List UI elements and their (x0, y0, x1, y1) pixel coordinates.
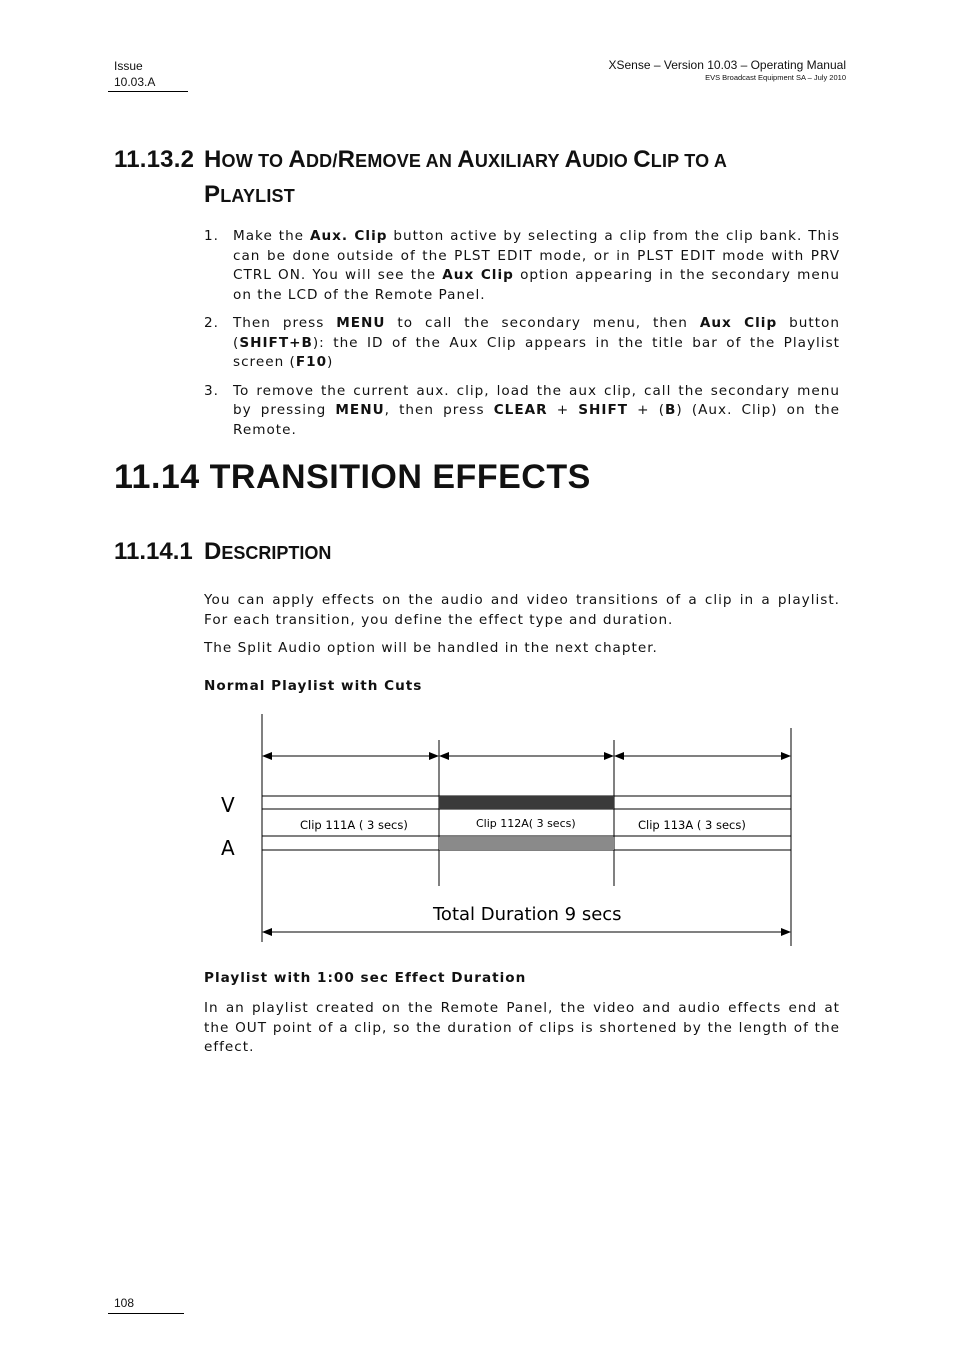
step-text: ): the ID of the Aux Clip appears in the title bar of the Playlist screen ( (233, 334, 840, 370)
heading-part: OW TO (221, 151, 289, 171)
step-text: ) (327, 354, 334, 370)
subheading-normal-playlist: Normal Playlist with Cuts (204, 678, 423, 694)
heading-line-2 (114, 178, 814, 213)
heading-part: A (457, 146, 475, 173)
arrowhead (781, 752, 791, 760)
arrowhead (604, 752, 614, 760)
header-issue (114, 58, 155, 90)
video-segment-clip2 (439, 796, 614, 809)
arrowhead (781, 928, 791, 936)
heading-part: C (633, 146, 651, 173)
playlist-cuts-diagram (215, 710, 805, 955)
step-text: Make the (233, 228, 310, 244)
step-text: + ( (628, 402, 666, 418)
footer-rule (108, 1313, 184, 1314)
section-number: 11.13.2 (114, 146, 195, 173)
step-bold: Aux. Clip (309, 228, 388, 244)
heading-part: D (204, 538, 222, 565)
paragraph-split-audio: The Split Audio option will be handled in the next chapter. (204, 640, 658, 656)
step-bold: MENU (336, 315, 386, 331)
header-title-block (609, 58, 847, 83)
heading-part: UXILIARY (474, 151, 565, 171)
section-heading-11-14-1 (114, 538, 331, 566)
step-bold: SHIFT (578, 402, 629, 418)
heading-part: P (204, 181, 221, 208)
subheading-effect-duration: Playlist with 1:00 sec Effect Duration (204, 970, 527, 986)
paragraph-effect-duration: In an playlist created on the Remote Panel, the video and audio effects end at the OUT point of a clip, so the duration of clips is shortened by the length of the effect. (204, 1000, 840, 1055)
section-heading-11-13-2 (114, 143, 814, 213)
step-number: 3. (204, 382, 219, 399)
list-item (204, 227, 840, 305)
heading-part: A (564, 146, 583, 173)
list-item (204, 314, 840, 373)
step-text: + (547, 402, 579, 418)
step-bold: B (665, 402, 677, 418)
issue-number: 10.03.A (114, 75, 156, 89)
step-text: to call the secondary menu, then (385, 315, 700, 331)
clip-label-113a: Clip 113A ( 3 secs) (638, 818, 746, 832)
arrowhead (439, 752, 449, 760)
step-bold: F10 (295, 354, 328, 370)
heading-part: ESCRIPTION (221, 543, 332, 563)
manual-title: XSense – Version 10.03 – Operating Manual (608, 58, 846, 72)
step-text: To remove the current aux. clip, load the aux clip, call the secondary menu by pressing (233, 382, 840, 418)
total-duration-label: Total Duration 9 secs (433, 904, 622, 925)
heading-part: DD/ (305, 151, 338, 171)
heading-part: EMOVE AN (355, 151, 458, 171)
step-text: ) (Aux. Clip) on the Remote. (233, 402, 840, 438)
heading-part: LAYLIST (220, 186, 295, 206)
manual-subtitle: EVS Broadcast Equipment SA – July 2010 (705, 73, 846, 82)
step-text: , then press (384, 402, 494, 418)
step-text: option appearing in the secondary menu on the LCD of the Remote Panel. (233, 267, 840, 303)
arrowhead (262, 928, 272, 936)
arrowhead (262, 752, 272, 760)
step-bold: MENU (335, 402, 385, 418)
step-text: button active by selecting a clip from the clip bank. This can be done outside of the PLST EDIT mode, or in PLST EDIT mode with PRV CTRL ON. You will see the (233, 228, 841, 283)
heading-part: H (204, 146, 222, 173)
steps-list (204, 227, 840, 449)
page-number: 108 (114, 1296, 135, 1310)
heading-part: A (288, 146, 306, 173)
arrowhead (429, 752, 439, 760)
heading-part: UDIO (582, 151, 634, 171)
step-text: button ( (233, 315, 840, 351)
arrowhead (614, 752, 624, 760)
step-bold: CLEAR (493, 402, 548, 418)
audio-segment-clip2 (439, 837, 614, 850)
chapter-heading-11-14: 11.14 TRANSITION EFFECTS (114, 458, 591, 496)
paragraph-intro: You can apply effects on the audio and video transitions of a clip in a playlist. For each transition, you define the effect type and duration. (204, 592, 840, 628)
step-text: Then press (233, 315, 337, 331)
list-item (204, 382, 840, 441)
audio-track-label: A (221, 836, 235, 860)
heading-part: LIP TO A (650, 151, 728, 171)
header-left-rule (108, 91, 188, 92)
step-bold: SHIFT+B (239, 334, 313, 351)
heading-part: R (337, 146, 356, 173)
step-number: 2. (204, 315, 219, 331)
clip-label-112a: Clip 112A( 3 secs) (476, 817, 576, 830)
section-number: 11.14.1 (114, 538, 193, 565)
step-bold: Aux Clip (442, 267, 514, 283)
clip-label-111a: Clip 111A ( 3 secs) (300, 818, 408, 832)
step-bold: Aux Clip (699, 315, 778, 331)
issue-label: Issue (114, 59, 143, 73)
video-track-label: V (221, 793, 235, 817)
step-number: 1. (204, 228, 219, 244)
